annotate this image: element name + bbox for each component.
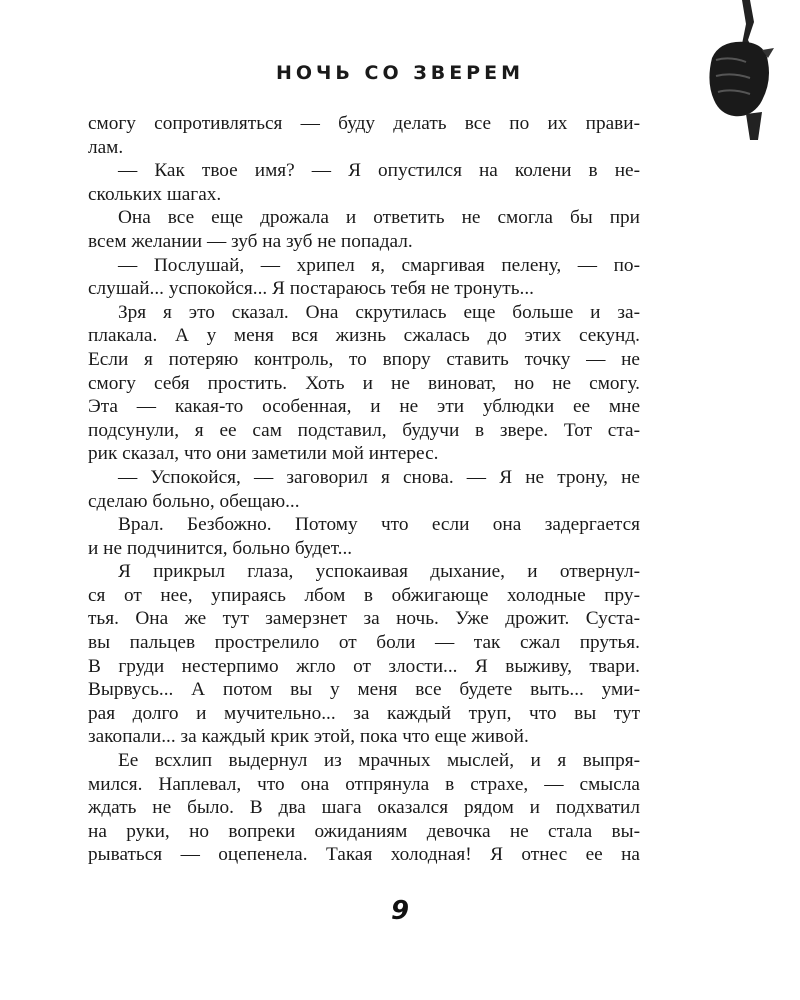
text-line: тья. Она же тут замерзнет за ночь. Уже дрожит. Суста-: [88, 608, 640, 630]
text-line: скольких шагах.: [88, 183, 222, 205]
text-line: Если я потеряю контроль, то впору ставить точку — не: [88, 348, 640, 370]
text-line: ждать не было. В два шага оказался рядом и подхватил: [88, 797, 640, 819]
text-line: Она все еще дрожала и ответить не смогла бы при: [118, 207, 640, 229]
claw-icon: [650, 0, 800, 140]
text-line: смогу себя простить. Хоть и не виноват, но не смогу.: [88, 372, 640, 394]
text-line: Зря я это сказал. Она скрутилась еще больше и за-: [118, 301, 640, 323]
text-line: — Успокойся, — заговорил я снова. — Я не трону, не: [118, 466, 640, 488]
text-line: смогу сопротивляться — буду делать все по их прави-: [88, 113, 640, 134]
text-line: рываться — оцепенела. Такая холодная! Я отнес ее на: [88, 844, 640, 866]
text-line: на руки, но вопреки ожиданиям девочка не стала вы-: [88, 820, 640, 842]
text-line: ся от нее, упираясь лбом в обжигающе холодные пру-: [88, 584, 640, 606]
text-line: слушай... успокойся... Я постараюсь тебя не тронуть...: [88, 278, 534, 300]
text-line: и не подчинится, больно будет...: [88, 537, 353, 559]
text-line: плакала. А у меня вся жизнь сжалась до этих секунд.: [88, 325, 640, 347]
text-line: — Послушай, — хрипел я, смаргивая пелену, — по-: [118, 254, 640, 276]
running-header: НОЧЬ СО ЗВЕРЕМ: [276, 62, 524, 84]
text-line: рик сказал, что они заметили мой интерес.: [88, 443, 439, 465]
text-line: лам.: [88, 136, 124, 158]
text-line: — Как твое имя? — Я опустился на колени в не-: [118, 160, 640, 182]
text-line: Вырвусь... А потом вы у меня все будете выть... уми-: [88, 679, 640, 701]
text-line: Я прикрыл глаза, успокаивая дыхание, и отвернул-: [118, 561, 640, 583]
text-line: сделаю больно, обещаю...: [88, 490, 300, 512]
text-line: Ее всхлип выдернул из мрачных мыслей, и я выпря-: [118, 750, 640, 772]
text-line: подсунули, я ее сам подставил, будучи в звере. Тот ста-: [88, 419, 640, 441]
text-line: В груди нестерпимо жгло от злости... Я выживу, твари.: [88, 655, 640, 677]
text-line: рая долго и мучительно... за каждый труп, что вы тут: [88, 702, 640, 724]
text-line: вы пальцев прострелило от боли — так сжал прутья.: [88, 632, 640, 654]
page-number: 9: [390, 896, 410, 926]
text-line: всем желании — зуб на зуб не попадал.: [88, 230, 413, 252]
text-line: Эта — какая-то особенная, и не эти ублюдки ее мне: [88, 396, 640, 418]
text-line: мился. Наплевал, что она отпрянула в страхе, — смысла: [88, 773, 640, 795]
body-text: [88, 112, 640, 867]
text-line: Врал. Безбожно. Потому что если она задергается: [118, 514, 640, 536]
text-line: закопали... за каждый крик этой, пока что еще живой.: [88, 726, 529, 748]
